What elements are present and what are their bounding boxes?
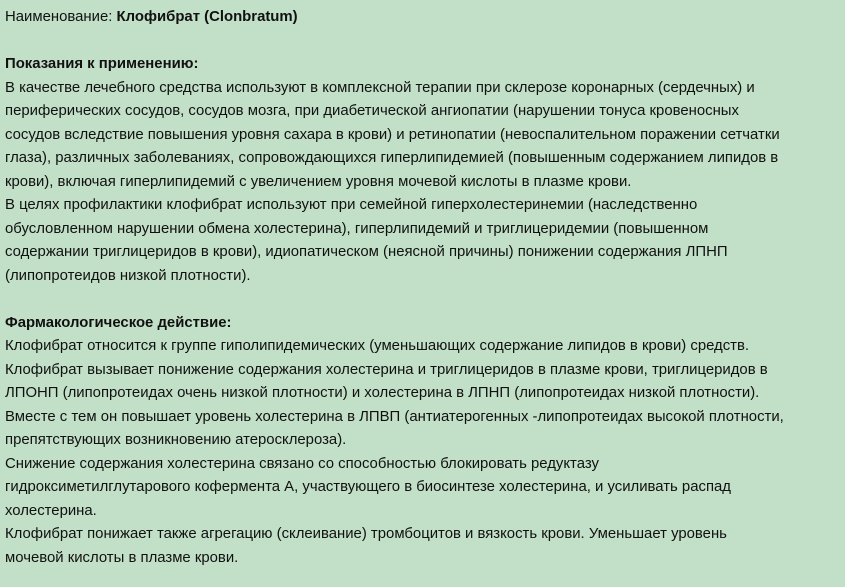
pharmacology-line: препятствующих возникновению атеросклероза). bbox=[5, 432, 347, 448]
drug-name-row bbox=[5, 6, 843, 30]
indications-line: глаза), различных заболеваниях, сопровождающихся гиперлипидемией (повышенным содержанием липидов в bbox=[5, 150, 779, 166]
pharmacology-line: холестерина. bbox=[5, 502, 97, 519]
pharmacology-heading: Фармакологическое действие: bbox=[5, 314, 232, 331]
drug-name-label: Наименование: bbox=[5, 9, 117, 25]
pharmacology-line: Клофибрат вызывает понижение содержания холестерина и триглицеридов в плазме крови, триглицеридов в bbox=[5, 361, 768, 378]
indications-line: (липопротеидов низкой плотности). bbox=[5, 267, 251, 284]
drug-name-value: Клофибрат (Clonbratum) bbox=[116, 9, 298, 25]
indications-line: В целях профилактики клофибрат используют при семейной гиперхолестеринемии (наследственно bbox=[5, 197, 698, 213]
indications-line: В качестве лечебного средства используют в комплексной терапии при склерозе коронарных (сердечных) и bbox=[5, 79, 755, 96]
drug-description bbox=[5, 6, 843, 570]
pharmacology-line: Вместе с тем он повышает уровень холестерина в ЛПВП (антиатерогенных -липопротеидах высокой плотности, bbox=[5, 408, 784, 425]
pharmacology-line: гидроксиметилглутарового кофермента А, участвующего в биосинтезе холестерина, и усиливать распад bbox=[5, 479, 731, 495]
pharmacology-line: мочевой кислоты в плазме крови. bbox=[5, 549, 239, 566]
spacer bbox=[5, 288, 843, 312]
pharmacology-line: Клофибрат понижает также агрегацию (склеивание) тромбоцитов и вязкость крови. Уменьшает уровень bbox=[5, 526, 727, 542]
pharmacology-line: Снижение содержания холестерина связано со способностью блокировать редуктазу bbox=[5, 455, 599, 472]
indications-line: обусловленном нарушении обмена холестерина), гиперлипидемий и триглицеридемии (повышенном bbox=[5, 220, 709, 237]
pharmacology-line: ЛПОНП (липопротеидах очень низкой плотности) и холестерина в ЛПНП (липопротеидах низкой плотности). bbox=[5, 385, 760, 401]
indications-line: содержании триглицеридов в крови), идиопатическом (неясной причины) понижении содержания ЛПНП bbox=[5, 244, 728, 260]
indications-heading: Показания к применению: bbox=[5, 56, 199, 72]
indications-line: крови), включая гиперлипидемий с увеличением уровня мочевой кислоты в плазме крови. bbox=[5, 173, 632, 190]
spacer bbox=[5, 30, 843, 54]
indications-line: сосудов вследствие повышения уровня сахара в крови) и ретинопатии (невоспалительном поражении сетчатки bbox=[5, 126, 780, 143]
indications-line: периферических сосудов, сосудов мозга, при диабетической ангиопатии (нарушении тонуса кровеносных bbox=[5, 103, 739, 119]
pharmacology-line: Клофибрат относится к группе гиполипидемических (уменьшающих содержание липидов в крови) средств. bbox=[5, 338, 750, 354]
